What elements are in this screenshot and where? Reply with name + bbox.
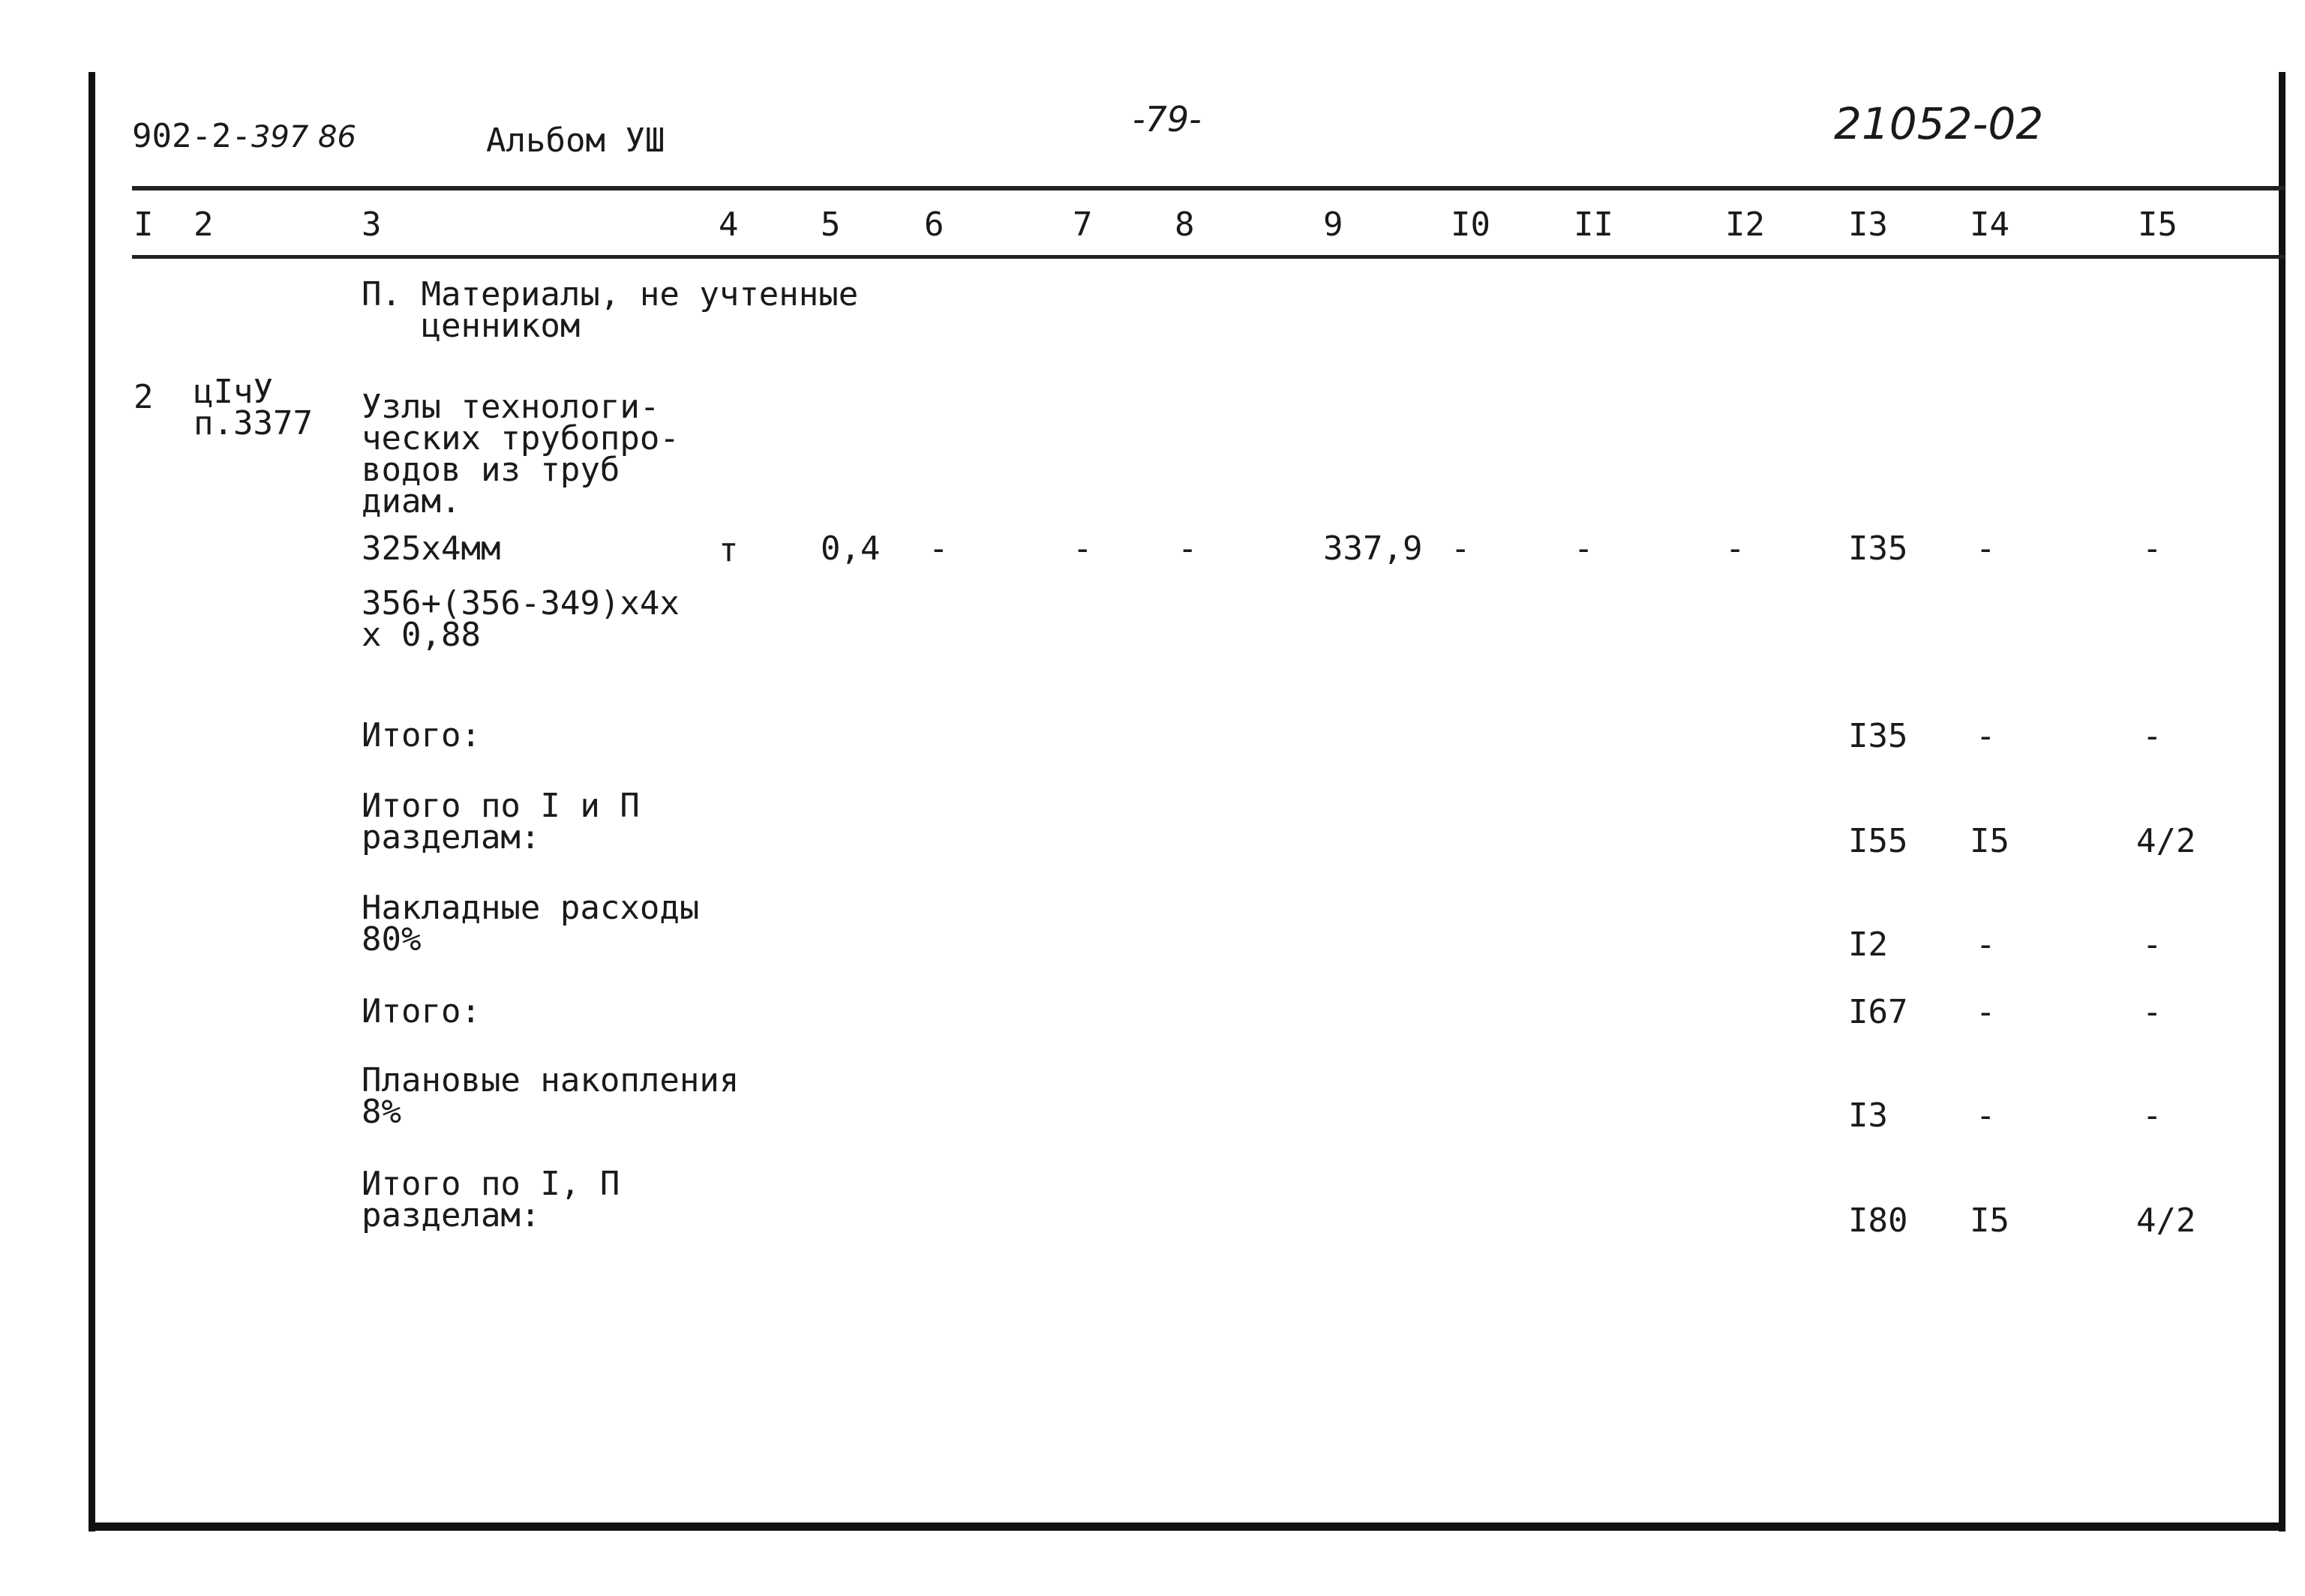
row-label: Накладные расходы 80%	[362, 889, 700, 958]
row-col-15: -	[2142, 926, 2162, 964]
row-col-15: -	[2142, 1096, 2162, 1135]
row-col-13: I67	[1848, 993, 1908, 1031]
row-label: Итого:	[362, 992, 481, 1030]
col-head-9: 9	[1323, 206, 1343, 244]
col-head-15: I5	[2138, 206, 2177, 244]
row-col-14: I5	[1970, 822, 2009, 860]
item-col-10: -	[1451, 530, 1471, 568]
col-head-12: I2	[1725, 206, 1765, 244]
col-head-5: 5	[821, 206, 841, 244]
col-head-13: I3	[1848, 206, 1888, 244]
sheet-code: 21052-02	[1834, 98, 2044, 149]
doc-code: 902-2-397 86	[132, 117, 356, 155]
item-col-8: -	[1178, 530, 1198, 568]
row-col-13: I80	[1848, 1202, 1908, 1240]
row-col-15: -	[2142, 993, 2162, 1031]
col-head-8: 8	[1175, 206, 1195, 244]
col-head-2: 2	[194, 206, 214, 244]
col-head-6: 6	[924, 206, 944, 244]
item-unit: т	[719, 531, 739, 569]
row-label: Итого:	[362, 716, 481, 754]
item-size: 325х4мм	[362, 530, 501, 568]
row-col-13: I55	[1848, 822, 1908, 860]
col-head-1: I	[134, 206, 154, 244]
row-label: Итого по I и П разделам:	[362, 787, 640, 856]
item-col-11: -	[1574, 530, 1594, 568]
col-head-11: II	[1574, 206, 1613, 244]
frame-bottom-border	[89, 1522, 2285, 1531]
section-title: П. Материалы, не учтенные ценником	[362, 275, 859, 345]
col-head-7: 7	[1073, 206, 1093, 244]
col-head-4: 4	[719, 206, 739, 244]
row-col-15: 4/2	[2136, 1202, 2196, 1240]
item-col-6: -	[929, 530, 949, 568]
item-formula: 356+(356-349)х4х х 0,88	[362, 584, 680, 654]
album-label: Альбом УШ	[486, 122, 665, 160]
item-col-9: 337,9	[1323, 530, 1423, 568]
row-col-13: I35	[1848, 717, 1908, 755]
col-head-3: 3	[362, 206, 382, 244]
row-label: Итого по I, П разделам:	[362, 1165, 620, 1234]
row-col-14: I5	[1970, 1202, 2009, 1240]
row-col-15: 4/2	[2136, 822, 2196, 860]
row-col-14: -	[1976, 717, 1996, 755]
col-head-14: I4	[1970, 206, 2009, 244]
frame-right-border	[2279, 72, 2285, 1532]
page-number: -79-	[1133, 99, 1202, 140]
row-col-14: -	[1976, 1096, 1996, 1135]
row-col-15: -	[2142, 717, 2162, 755]
item-col-14: -	[1976, 530, 1996, 568]
col-head-10: I0	[1451, 206, 1490, 244]
item-description: Узлы технологи- ческих трубопро- водов из труб диам.	[362, 388, 680, 520]
item-quantity: 0,4	[821, 530, 881, 568]
item-col-7: -	[1073, 530, 1093, 568]
item-col-12: -	[1725, 530, 1745, 568]
row-col-13: I3	[1848, 1096, 1888, 1135]
header-rule-top	[132, 186, 2285, 190]
item-number: 2	[134, 378, 154, 416]
row-label: Плановые накопления 8%	[362, 1061, 740, 1131]
header-rule-bottom	[132, 255, 2285, 259]
item-col-13: I35	[1848, 530, 1908, 568]
item-col-15: -	[2142, 530, 2162, 568]
row-col-14: -	[1976, 926, 1996, 964]
row-col-13: I2	[1848, 926, 1888, 964]
item-reference: цIчУ п.3377	[194, 373, 313, 442]
row-col-14: -	[1976, 993, 1996, 1031]
frame-left-border	[89, 72, 95, 1532]
